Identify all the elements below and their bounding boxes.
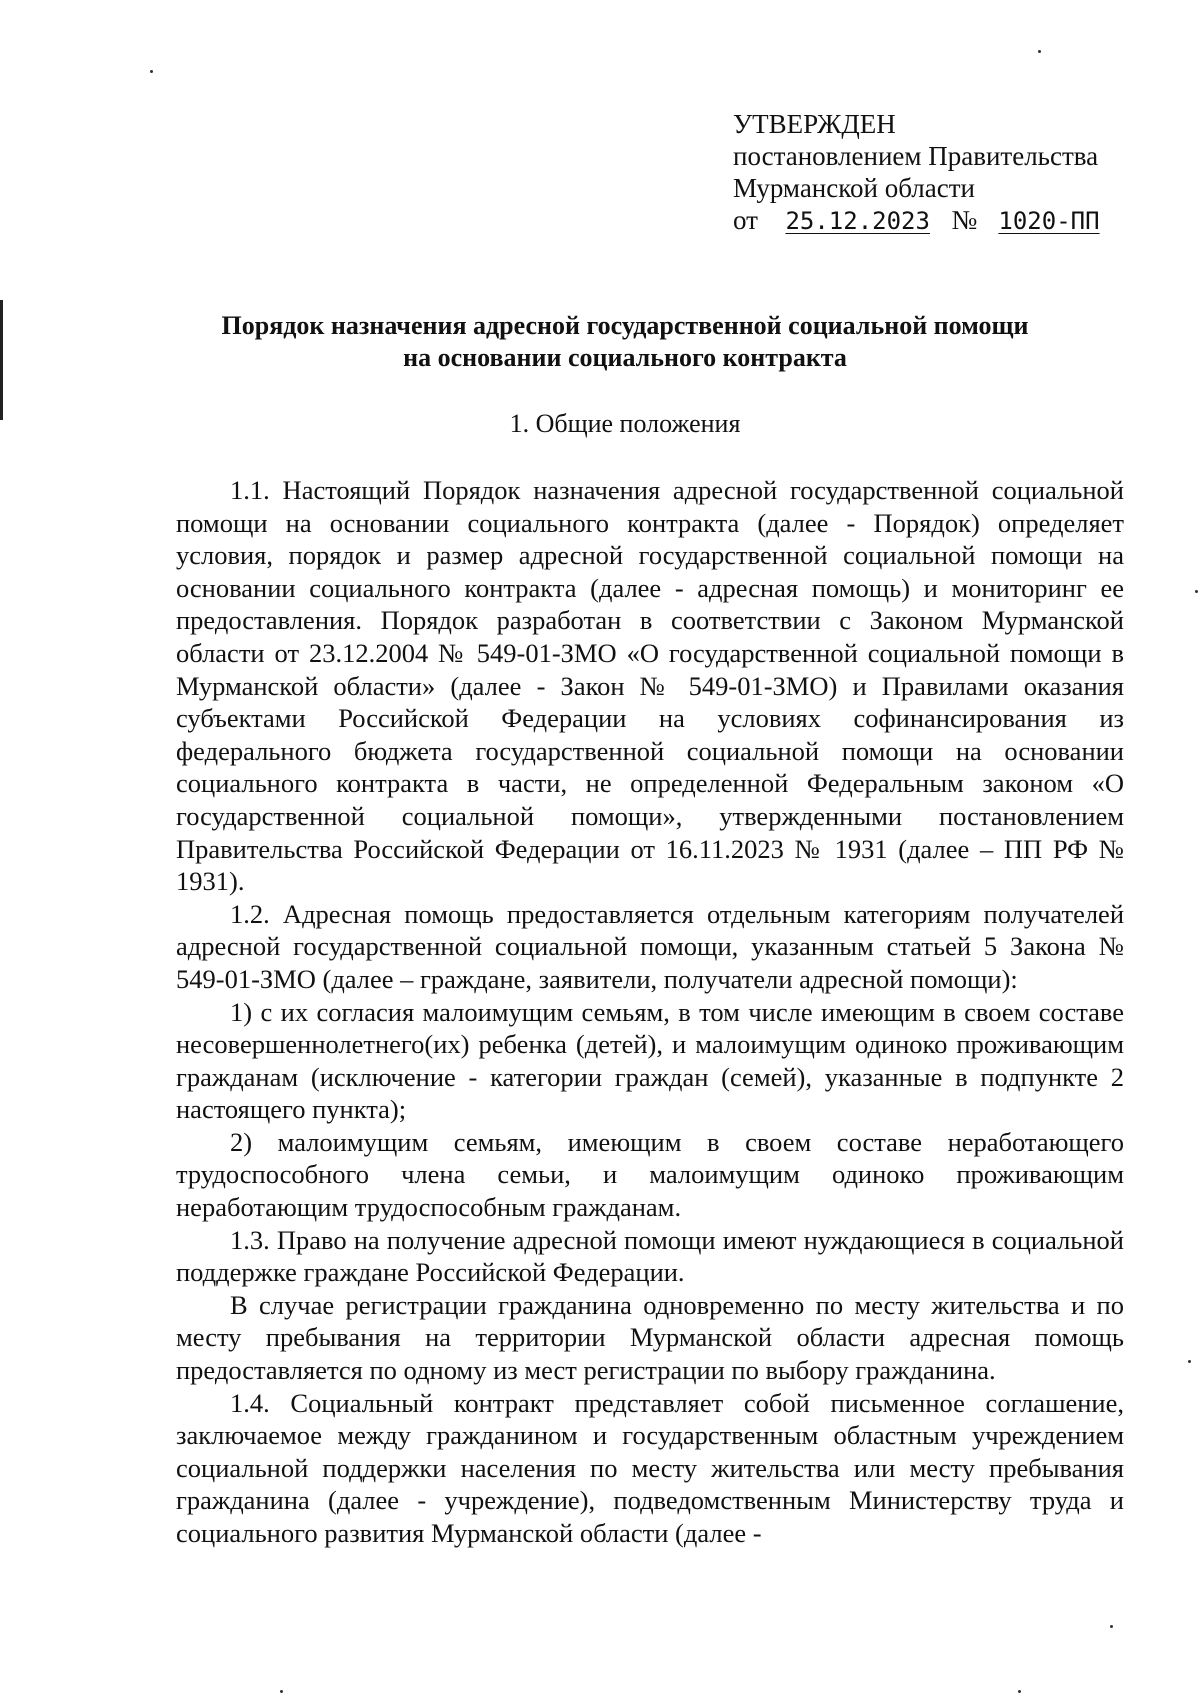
scan-speck: [1018, 1690, 1021, 1693]
paragraph-1-2: 1.2. Адресная помощь предоставляется отдельным категориям получателей адресной государственной социальной помощи, указанным статьей 5 Закона № 549-01-ЗМО (далее – граждане, заявители, получатели адресной помощи):: [176, 898, 1124, 994]
approval-authority: постановлением Правительства: [733, 141, 1099, 171]
paragraph-1-3-registration: В случае регистрации гражданина одновременно по месту жительства и по месту пребывания на территории Мурманской области адресная помощь предоставляется по одному из мест регистрации по выбору гражданина.: [176, 1289, 1124, 1386]
document-title: [150, 310, 1100, 374]
date-prefix: от: [733, 205, 758, 235]
number-prefix: №: [951, 205, 978, 235]
scan-speck: [1110, 1625, 1113, 1628]
approval-date-line: [733, 204, 1108, 237]
scan-speck: [1038, 50, 1041, 53]
scan-speck: [1195, 590, 1198, 593]
scan-speck: [280, 1690, 283, 1693]
scan-edge-mark: [0, 300, 3, 420]
section-heading: 1. Общие положения: [509, 409, 741, 438]
approval-status: УТВЕРЖДЕН: [733, 109, 896, 139]
title-line-2: на основании социального контракта: [403, 343, 847, 372]
approval-block: [733, 108, 1108, 237]
approval-number: 1020-ПП: [998, 207, 1100, 235]
paragraph-1-2-item-2: 2) малоимущим семьям, имеющим в своем составе неработающего трудоспособного члена семьи, и малоимущим одиноко проживающим неработающим трудоспособным гражданам.: [176, 1126, 1124, 1223]
approval-date: 25.12.2023: [785, 207, 930, 235]
paragraph-1-4: 1.4. Социальный контракт представляет собой письменное соглашение, заключаемое между гражданином и государственным областным учреждением социальной поддержки населения по месту жительства или месту пребывания гражданина (далее - учреждение), подведомственным Министерству труда и социального развития Мурманской области (далее -: [176, 1387, 1124, 1548]
paragraph-1-2-item-1: 1) с их согласия малоимущим семьям, в том числе имеющим в своем составе несовершеннолетнего(их) ребенка (детей), и малоимущим одиноко проживающим гражданам (исключение - категории граждан (семей), указанные в подпункте 2 настоящего пункта);: [176, 996, 1124, 1125]
approval-region: Мурманской области: [733, 173, 975, 203]
document-body: [176, 474, 1124, 1550]
paragraph-1-1: 1.1. Настоящий Порядок назначения адресной государственной социальной помощи на основании социального контракта (далее - Порядок) определяет условия, порядок и размер адресной государственной социальной помощи на основании социального контракта (далее - адресная помощь) и мониторинг ее предоставления. Порядок разработан в соответствии с Законом Мурманской области от 23.12.2004 № 549-01-ЗМО «О государственной социальной помощи в Мурманской области» (далее - Закон № 549-01-ЗМО) и Правилами оказания субъектами Российской Федерации на условиях софинансирования из федерального бюджета государственной социальной помощи на основании социального контракта в части, не определенной Федеральным законом «О государственной социальной помощи», утвержденными постановлением Правительства Российской Федерации от 16.11.2023 № 1931 (далее – ПП РФ № 1931).: [176, 475, 1124, 897]
scan-speck: [1188, 1360, 1191, 1363]
title-line-1: Порядок назначения адресной государственной социальной помощи: [221, 311, 1029, 340]
scan-speck: [150, 70, 153, 73]
paragraph-1-3: 1.3. Право на получение адресной помощи имеют нуждающиеся в социальной поддержке граждане Российской Федерации.: [176, 1224, 1124, 1288]
